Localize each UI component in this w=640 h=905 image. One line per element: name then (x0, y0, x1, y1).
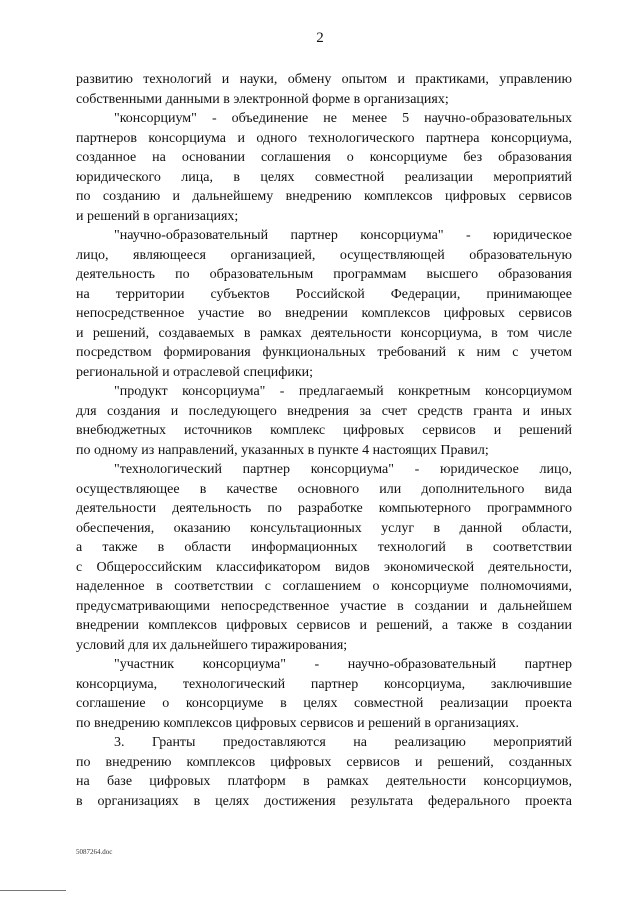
text-line: посредством формирования функциональных требований к ним с учетом (76, 345, 572, 360)
text-line: 3. Гранты предоставляются на реализацию мероприятий (114, 735, 572, 750)
text-line: а также в области информационных технологий в соответствии (76, 540, 572, 555)
text-line: собственными данными в электронной форме в организациях; (76, 91, 449, 107)
text-line: "технологический партнер консорциума" - юридическое лицо, (114, 462, 572, 477)
text-line: юридического лица, в целях совместной реализации мероприятий (76, 169, 572, 185)
text-line: обеспечения, оказанию консультационных услуг в данной области, (76, 520, 572, 536)
text-line: на территории субъектов Российской Федерации, принимающее (76, 286, 572, 302)
footer-file-code: 5087264.doc (76, 848, 113, 856)
text-line: "участник консорциума" - научно-образовательный партнер (114, 657, 572, 672)
text-line: по внедрению комплексов цифровых сервисов и решений в организациях. (76, 715, 520, 731)
page-number: 2 (316, 30, 324, 46)
text-line: деятельность по образовательным программам высшего образования (76, 267, 572, 282)
paragraph (76, 460, 572, 655)
text-line: по созданию и дальнейшему внедрению комплексов цифровых сервисов (76, 189, 572, 204)
text-line: "научно-образовательный партнер консорциума" - юридическое (114, 228, 572, 243)
text-line: непосредственное участие во внедрении комплексов цифровых сервисов (76, 306, 572, 321)
footer-rule (0, 890, 66, 891)
text-line: развитию технологий и науки, обмену опытом и практиками, управлению (76, 72, 572, 87)
paragraph (76, 733, 572, 811)
paragraph (76, 109, 572, 226)
text-line: с Общероссийским классификатором видов экономической деятельности, (76, 559, 572, 575)
text-line: условий для их дальнейшего тиражирования; (76, 637, 348, 653)
text-line: для создания и последующего внедрения за счет средств гранта и иных (76, 403, 572, 419)
text-line: наделенное в соответствии с соглашением о консорциуме полномочиями, (76, 579, 572, 594)
text-line: внебюджетных источников комплекс цифровых сервисов и решений (76, 423, 572, 438)
paragraph (76, 226, 572, 382)
text-line: партнеров консорциума и одного технологического партнера консорциума, (76, 130, 572, 146)
text-line: и решений в организациях; (76, 208, 239, 224)
text-line: по одному из направлений, указанных в пункте 4 настоящих Правил; (76, 442, 489, 458)
text-line: созданное на основании соглашения о консорциуме без образования (76, 150, 572, 165)
text-line: по внедрению комплексов цифровых сервисов и решений, созданных (76, 754, 572, 770)
text-line: региональной и отраслевой специфики; (76, 364, 314, 380)
text-line: "консорциум" - объединение не менее 5 научно-образовательных (114, 111, 572, 126)
text-line: и решений, создаваемых в рамках деятельности консорциума, в том числе (76, 325, 572, 341)
paragraph (76, 382, 572, 460)
text-line: на базе цифровых платформ в рамках деятельности консорциумов, (76, 774, 572, 789)
paragraph (76, 70, 572, 109)
text-line: деятельности деятельность по разработке компьютерного программного (76, 501, 572, 516)
text-line: соглашение о консорциуме в целях совместной реализации проекта (76, 696, 572, 711)
text-line: "продукт консорциума" - предлагаемый конкретным консорциумом (114, 384, 572, 399)
text-line: консорциума, технологический партнер консорциума, заключившие (76, 676, 572, 692)
text-line: лицо, являющееся организацией, осуществляющей образовательную (76, 247, 572, 263)
paragraph (76, 655, 572, 733)
text-line: предусматривающими непосредственное участие в создании и дальнейшем (76, 598, 572, 614)
text-line: в организациях в целях достижения результата федерального проекта (76, 793, 572, 809)
document-body (76, 70, 572, 811)
text-line: осуществляющее в качестве основного или дополнительного вида (76, 481, 572, 497)
text-line: внедрении комплексов цифровых сервисов и решений, а также в создании (76, 618, 572, 633)
